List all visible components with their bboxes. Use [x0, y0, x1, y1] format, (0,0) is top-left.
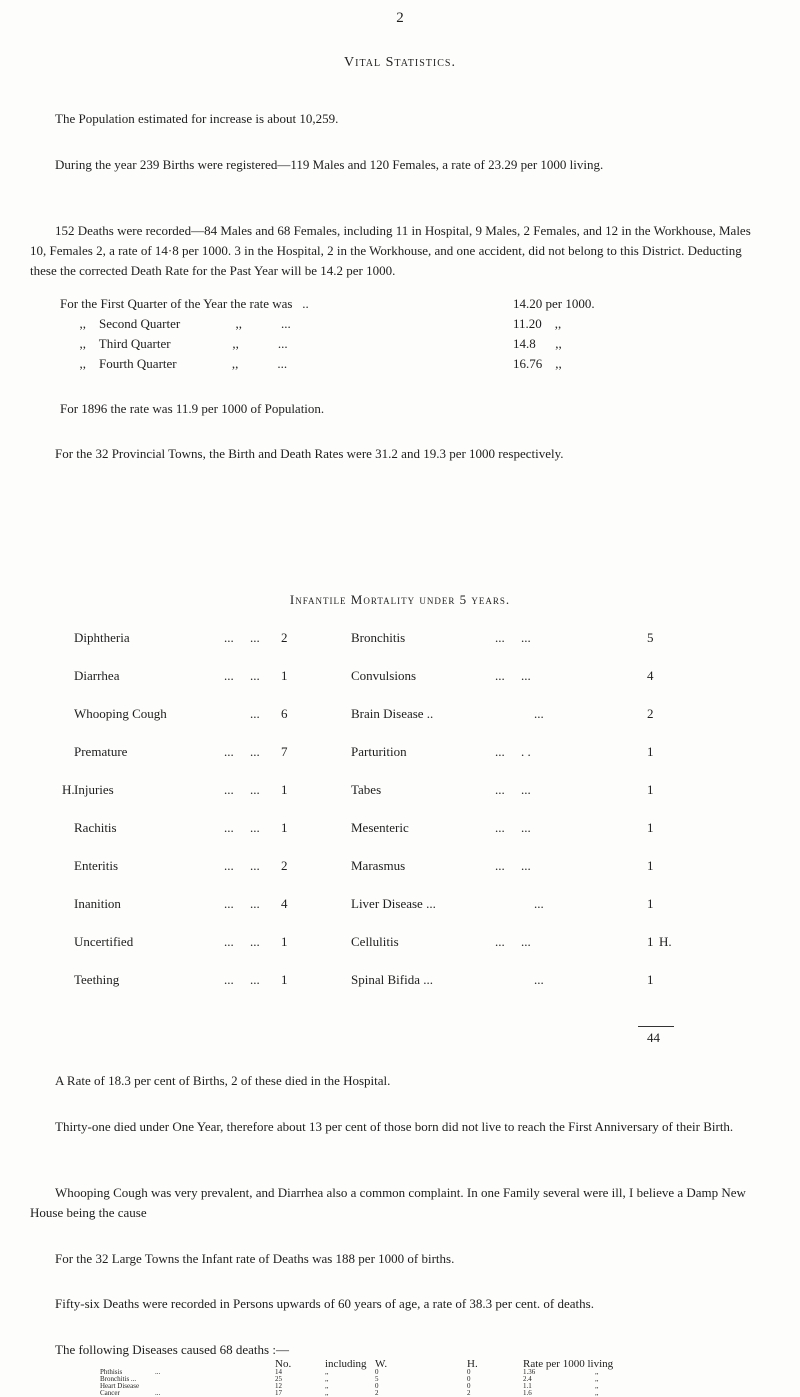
disease-rate: 1.36	[523, 1368, 536, 1376]
disease-count: 12	[275, 1382, 282, 1390]
disease-count: 17	[275, 1389, 282, 1397]
header-workhouse: W.	[375, 1358, 388, 1370]
quarter-rate: 11.20 ,,	[513, 316, 562, 331]
leader-dots: ... ...	[495, 858, 531, 873]
cause-name: Inanition	[74, 896, 121, 911]
quarter-rate: 16.76 ,,	[513, 356, 562, 371]
table-row	[62, 780, 702, 800]
cause-name: Tabes	[351, 782, 382, 797]
leader-dots: ... ...	[224, 972, 260, 987]
cause-count: 1	[647, 858, 654, 873]
leader-dots: ... ...	[495, 820, 531, 835]
quarter-rate: 14.8 ,,	[513, 336, 562, 351]
leader-dots: ... ...	[495, 934, 531, 949]
quarter-rate-row	[60, 354, 760, 374]
leader-dots: ... ...	[224, 668, 260, 683]
cause-name: Injuries	[74, 782, 114, 797]
leader-dots: ... ...	[224, 934, 260, 949]
cause-name: Spinal Bifida ...	[351, 972, 433, 987]
ditto-mark: ,,	[325, 1375, 329, 1383]
infantile-mortality-heading: Infantile Mortality under 5 years.	[289, 592, 511, 607]
cause-name: Whooping Cough	[74, 706, 167, 721]
quarter-rate-row	[60, 314, 760, 334]
leader-dots: ...	[495, 706, 544, 721]
cause-name: Diphtheria	[74, 630, 130, 645]
cause-name: Premature	[74, 744, 128, 759]
cause-name: Convulsions	[351, 668, 417, 683]
hospital-rate-paragraph: A Rate of 18.3 per cent of Births, 2 of these died in the Hospital.	[55, 1073, 391, 1088]
leader-dots: ... . .	[495, 744, 531, 759]
header-no: No.	[275, 1358, 292, 1370]
total-rule	[638, 1026, 674, 1027]
cause-count: 1	[647, 782, 654, 797]
disease-rate: 1.6	[523, 1389, 532, 1397]
table-row	[62, 742, 702, 762]
section-heading: Vital Statistics.	[344, 55, 456, 70]
elderly-deaths-paragraph: Fifty-six Deaths were recorded in Persons upwards of 60 years of age, a rate of 38.3 per cent. of deaths.	[55, 1296, 594, 1311]
leader-dots: ... ...	[224, 858, 260, 873]
leader-dots: ... ...	[224, 630, 260, 645]
table-row	[100, 1376, 760, 1383]
disease-count: 14	[275, 1368, 282, 1376]
page-number: 2	[396, 10, 404, 26]
disease-name: Cancer	[100, 1389, 120, 1397]
header-including: including	[325, 1358, 367, 1370]
table-row	[62, 932, 702, 952]
cause-count: 1	[281, 820, 288, 835]
disease-name: Phthisis	[100, 1368, 123, 1376]
cause-count: 2	[281, 630, 288, 645]
hospital-count: 2	[467, 1389, 471, 1397]
cause-count: 5	[647, 630, 654, 645]
cause-name: Rachitis	[74, 820, 117, 835]
cause-name: Brain Disease ..	[351, 706, 434, 721]
table-row	[100, 1369, 760, 1376]
ditto-mark: ,,	[325, 1382, 329, 1390]
leader-dots: ... ...	[224, 820, 260, 835]
hospital-count: 0	[467, 1375, 471, 1383]
cause-count: 7	[281, 744, 288, 759]
ditto-mark: ,,	[595, 1389, 599, 1397]
cause-name: Diarrhea	[74, 668, 120, 683]
cause-name: Cellulitis	[351, 934, 399, 949]
quarter-label: ,, Third Quarter ,, ...	[60, 336, 288, 351]
ditto-mark: ,,	[325, 1368, 329, 1376]
leader-dots: ...	[224, 706, 260, 721]
header-hospital: H.	[467, 1358, 478, 1370]
cause-count: 1	[647, 744, 654, 759]
cause-name: Liver Disease ...	[351, 896, 436, 911]
cause-count: 2	[281, 858, 288, 873]
leader-dots: ... ...	[495, 668, 531, 683]
cause-count: 1	[647, 972, 654, 987]
cause-name: Uncertified	[74, 934, 134, 949]
whooping-cough-paragraph: Whooping Cough was very prevalent, and Diarrhea also a common complaint. In one Family several were ill, I believe a Damp New House being the cause	[30, 1185, 746, 1220]
large-towns-paragraph: For the 32 Large Towns the Infant rate of Deaths was 188 per 1000 of births.	[55, 1251, 455, 1266]
cause-count: 6	[281, 706, 288, 721]
under-one-year-paragraph: Thirty-one died under One Year, therefore about 13 per cent of those born did not live to reach the First Anniversary of their Birth.	[55, 1119, 734, 1134]
disease-name: Bronchitis ...	[100, 1375, 137, 1383]
cause-name: Marasmus	[351, 858, 406, 873]
quarter-label: ,, Fourth Quarter ,, ...	[60, 356, 288, 371]
hospital-mark: H.	[62, 782, 75, 797]
provincial-towns-paragraph: For the 32 Provincial Towns, the Birth and Death Rates were 31.2 and 19.3 per 1000 respectively.	[55, 446, 564, 461]
population-paragraph: The Population estimated for increase is about 10,259.	[55, 111, 339, 126]
cause-name: Enteritis	[74, 858, 119, 873]
rate-1896-paragraph: For 1896 the rate was 11.9 per 1000 of Population.	[60, 401, 325, 416]
quarter-rate-row	[60, 334, 760, 354]
table-row	[62, 666, 702, 686]
workhouse-count: 0	[375, 1368, 379, 1376]
ditto-mark: ,,	[595, 1375, 599, 1383]
cause-count: 1	[281, 782, 288, 797]
deaths-paragraph: 152 Deaths were recorded—84 Males and 68 Females, including 11 in Hospital, 9 Males, 2 Females, and 12 in the Workhouse, Males 10, Females 2, a rate of 14·8 per 1000. 3 in the Hospital, 2 in the Workhouse, and one accident, did not belong to this District. Deducting these the corrected Death Rate for the Past Year will be 14.2 per 1000.	[30, 223, 751, 278]
leader-dots: ...	[155, 1368, 161, 1376]
quarter-rate: 14.20 per 1000.	[513, 296, 595, 311]
disease-name: Heart Disease	[100, 1382, 140, 1390]
infantile-total: 44	[647, 1030, 660, 1045]
cause-count: 1	[647, 820, 654, 835]
leader-dots: ...	[495, 972, 544, 987]
disease-rate: 2.4	[523, 1375, 532, 1383]
diseases-header-row	[100, 1360, 760, 1368]
table-row	[100, 1390, 760, 1397]
quarter-rate-row	[60, 294, 760, 314]
disease-count: 25	[275, 1375, 282, 1383]
cause-count: 1	[281, 972, 288, 987]
workhouse-count: 0	[375, 1382, 379, 1390]
cause-count: 1	[281, 668, 288, 683]
table-row	[62, 970, 702, 990]
leader-dots: ... ...	[224, 744, 260, 759]
cause-name: Teething	[74, 972, 120, 987]
workhouse-count: 2	[375, 1389, 379, 1397]
table-row	[62, 628, 702, 648]
table-row	[62, 856, 702, 876]
cause-count: 1	[647, 934, 654, 949]
ditto-mark: ,,	[325, 1389, 329, 1397]
table-row	[62, 818, 702, 838]
cause-count: 4	[281, 896, 288, 911]
leader-dots: ...	[155, 1389, 161, 1397]
leader-dots: ... ...	[495, 630, 531, 645]
quarter-label: For the First Quarter of the Year the rate was ..	[60, 296, 309, 311]
following-diseases-paragraph: The following Diseases caused 68 deaths :—	[55, 1342, 289, 1357]
cause-count: 2	[647, 706, 654, 721]
cause-count: 1	[647, 896, 654, 911]
header-rate: Rate per 1000 living	[523, 1358, 614, 1370]
quarter-label: ,, Second Quarter ,, ...	[60, 316, 291, 331]
leader-dots: ... ...	[224, 782, 260, 797]
ditto-mark: ,,	[595, 1382, 599, 1390]
cause-name: Parturition	[351, 744, 407, 759]
disease-rate: 1.1	[523, 1382, 532, 1390]
cause-count: 4	[647, 668, 654, 683]
workhouse-count: 5	[375, 1375, 379, 1383]
cause-name: Bronchitis	[351, 630, 406, 645]
leader-dots: ... ...	[224, 896, 260, 911]
table-row	[100, 1383, 760, 1390]
hospital-count: 0	[467, 1368, 471, 1376]
hospital-mark: H.	[659, 934, 672, 949]
table-row	[62, 894, 702, 914]
cause-name: Mesenteric	[351, 820, 409, 835]
leader-dots: ...	[495, 896, 544, 911]
ditto-mark: ,,	[595, 1368, 599, 1376]
births-paragraph: During the year 239 Births were registered—119 Males and 120 Females, a rate of 23.29 per 1000 living.	[55, 157, 604, 172]
cause-count: 1	[281, 934, 288, 949]
table-row	[62, 704, 702, 724]
hospital-count: 0	[467, 1382, 471, 1390]
leader-dots: ... ...	[495, 782, 531, 797]
